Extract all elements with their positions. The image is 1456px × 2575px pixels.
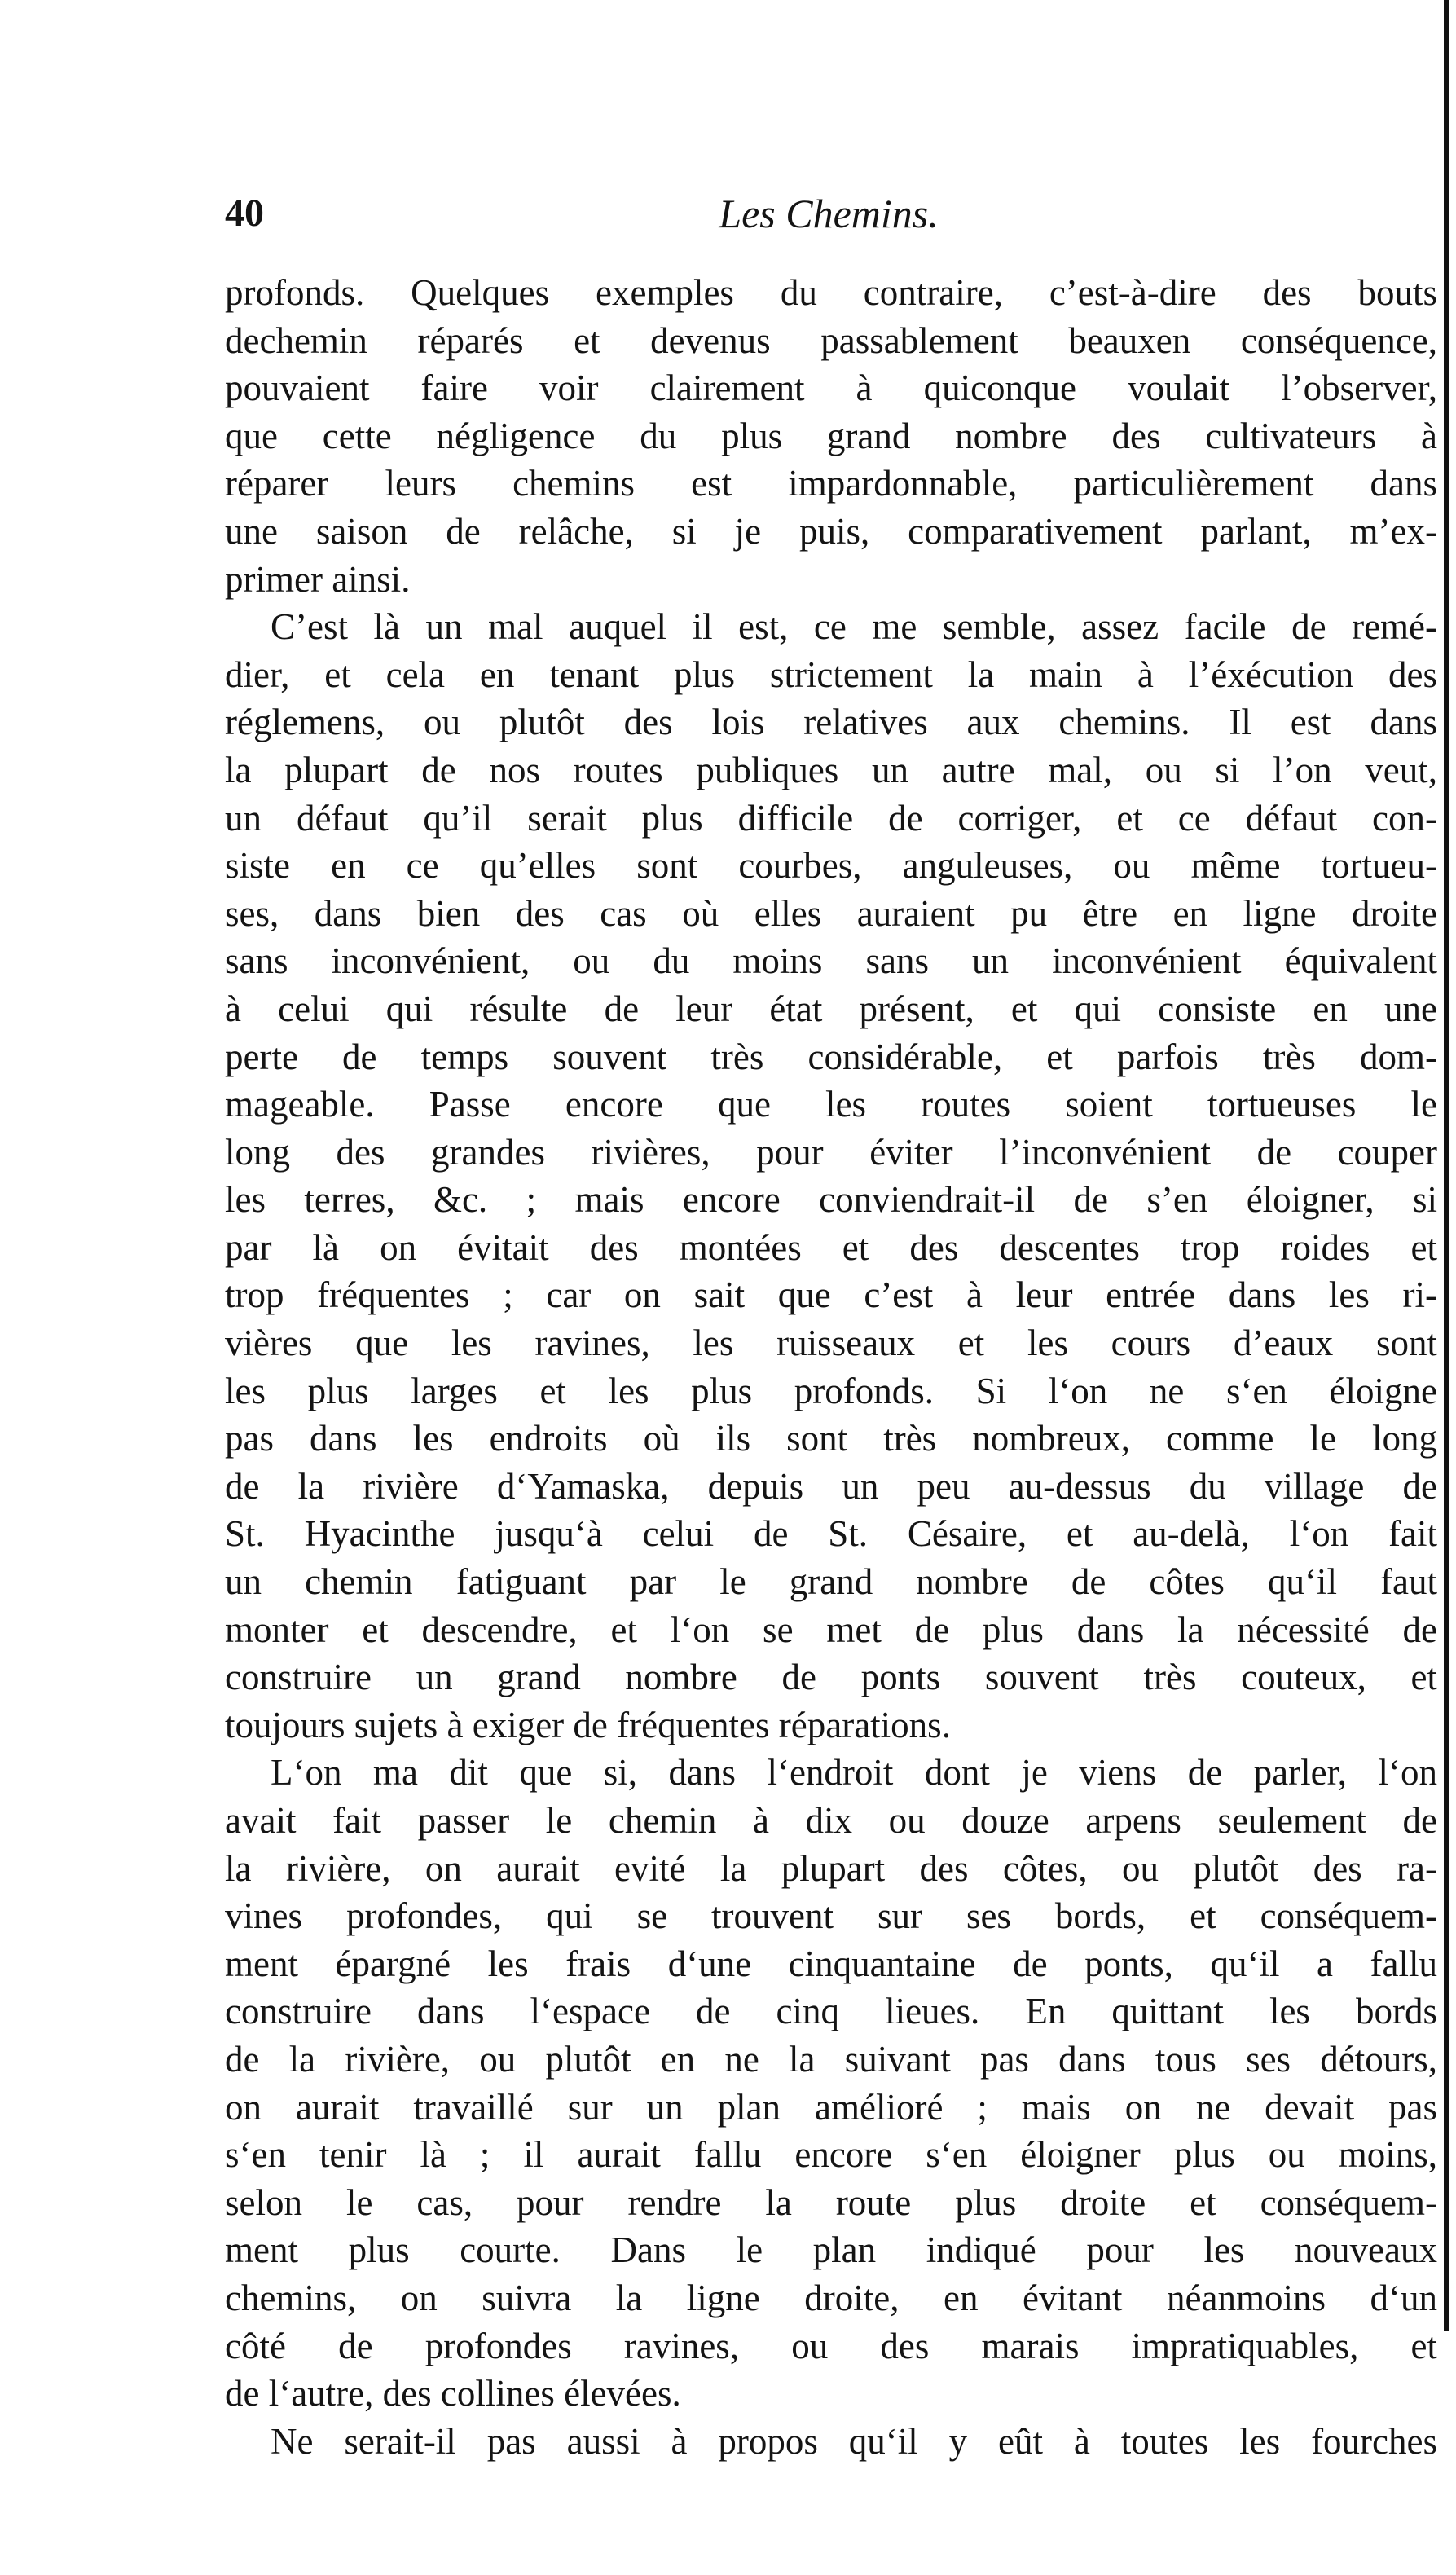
text-line: long des grandes rivières, pour éviter l’inconvénient de couper	[225, 1131, 1437, 1173]
text-line: monter et descendre, et l‘on se met de plus dans la nécessité de	[225, 1609, 1437, 1650]
text-line: de la rivière, ou plutôt en ne la suivant pas dans tous ses détours,	[225, 2038, 1437, 2080]
text-line: une saison de relâche, si je puis, comparativement parlant, m’ex-	[225, 510, 1437, 552]
text-line: C’est là un mal auquel il est, ce me semble, assez facile de remé-	[271, 606, 1437, 648]
page-number: 40	[225, 191, 264, 235]
text-line: par là on évitait des montées et des descentes trop roides et	[225, 1226, 1437, 1268]
text-line: s‘en tenir là ; il aurait fallu encore s‘en éloigner plus ou moins,	[225, 2134, 1437, 2176]
text-line: dechemin réparés et devenus passablement beauxen conséquence,	[225, 319, 1437, 361]
text-line: la plupart de nos routes publiques un autre mal, ou si l’on veut,	[225, 749, 1437, 790]
page-header	[225, 189, 1432, 246]
page-edge-rule	[1444, 0, 1449, 2331]
text-line: vières que les ravines, les ruisseaux et les cours d’eaux sont	[225, 1323, 1437, 1364]
text-line: les terres, &c. ; mais encore conviendrait-il de s’en éloigner, si	[225, 1179, 1437, 1221]
body-text	[225, 269, 1437, 2465]
running-title: Les Chemins.	[719, 191, 939, 236]
text-line: mageable. Passe encore que les routes soient tortueuses le	[225, 1084, 1437, 1125]
text-line: les plus larges et les plus profonds. Si l‘on ne s‘en éloigne	[225, 1370, 1437, 1411]
text-line: la rivière, on aurait evité la plupart des côtes, ou plutôt des ra-	[225, 1847, 1437, 1889]
text-line: dier, et cela en tenant plus strictement la main à l’éxécution des	[225, 654, 1437, 695]
text-line: un chemin fatiguant par le grand nombre de côtes qu‘il faut	[225, 1561, 1437, 1603]
text-line: à celui qui résulte de leur état présent, et qui consiste en une	[225, 988, 1437, 1029]
text-line: profonds. Quelques exemples du contraire, c’est-à-dire des bouts	[225, 272, 1437, 313]
text-line: construire un grand nombre de ponts souvent très couteux, et	[225, 1657, 1437, 1698]
text-line: un défaut qu’il serait plus difficile de corriger, et ce défaut con-	[225, 797, 1437, 839]
text-line: chemins, on suivra la ligne droite, en évitant néanmoins d‘un	[225, 2277, 1437, 2318]
text-line: L‘on ma dit que si, dans l‘endroit dont je viens de parler, l‘on	[271, 1752, 1437, 1794]
text-line: réparer leurs chemins est impardonnable, particulièrement dans	[225, 463, 1437, 504]
text-line: avait fait passer le chemin à dix ou douze arpens seulement de	[225, 1800, 1437, 1841]
text-line: que cette négligence du plus grand nombre des cultivateurs à	[225, 415, 1437, 456]
text-line: Ne serait-il pas aussi à propos qu‘il y eût à toutes les fourches	[271, 2420, 1437, 2462]
text-line: pas dans les endroits où ils sont très nombreux, comme le long	[225, 1418, 1437, 1459]
text-line: pouvaient faire voir clairement à quiconque voulait l’observer,	[225, 368, 1437, 409]
text-line: ses, dans bien des cas où elles auraient pu être en ligne droite	[225, 892, 1437, 934]
text-line: St. Hyacinthe jusqu‘à celui de St. Césaire, et au-delà, l‘on fait	[225, 1513, 1437, 1555]
text-line: toujours sujets à exiger de fréquentes réparations.	[225, 1704, 951, 1745]
text-line: trop fréquentes ; car on sait que c’est à leur entrée dans les ri-	[225, 1274, 1437, 1316]
text-line: de la rivière d‘Yamaska, depuis un peu au-dessus du village de	[225, 1465, 1437, 1507]
text-line: on aurait travaillé sur un plan amélioré ; mais on ne devait pas	[225, 2086, 1437, 2128]
text-line: ment plus courte. Dans le plan indiqué pour les nouveaux	[225, 2229, 1437, 2271]
text-line: primer ainsi.	[225, 558, 411, 600]
text-line: côté de profondes ravines, ou des marais impratiquables, et	[225, 2325, 1437, 2366]
text-line: de l‘autre, des collines élevées.	[225, 2373, 681, 2414]
text-line: siste en ce qu’elles sont courbes, anguleuses, ou même tortueu-	[225, 845, 1437, 887]
text-line: perte de temps souvent très considérable, et parfois très dom-	[225, 1036, 1437, 1077]
text-line: réglemens, ou plutôt des lois relatives aux chemins. Il est dans	[225, 702, 1437, 743]
text-line: selon le cas, pour rendre la route plus droite et conséquem-	[225, 2181, 1437, 2223]
text-line: construire dans l‘espace de cinq lieues. En quittant les bords	[225, 1991, 1437, 2032]
text-line: sans inconvénient, ou du moins sans un inconvénient équivalent	[225, 940, 1437, 982]
text-line: ment épargné les frais d‘une cinquantaine de ponts, qu‘il a fallu	[225, 1943, 1437, 1984]
text-line: vines profondes, qui se trouvent sur ses bords, et conséquem-	[225, 1895, 1437, 1937]
